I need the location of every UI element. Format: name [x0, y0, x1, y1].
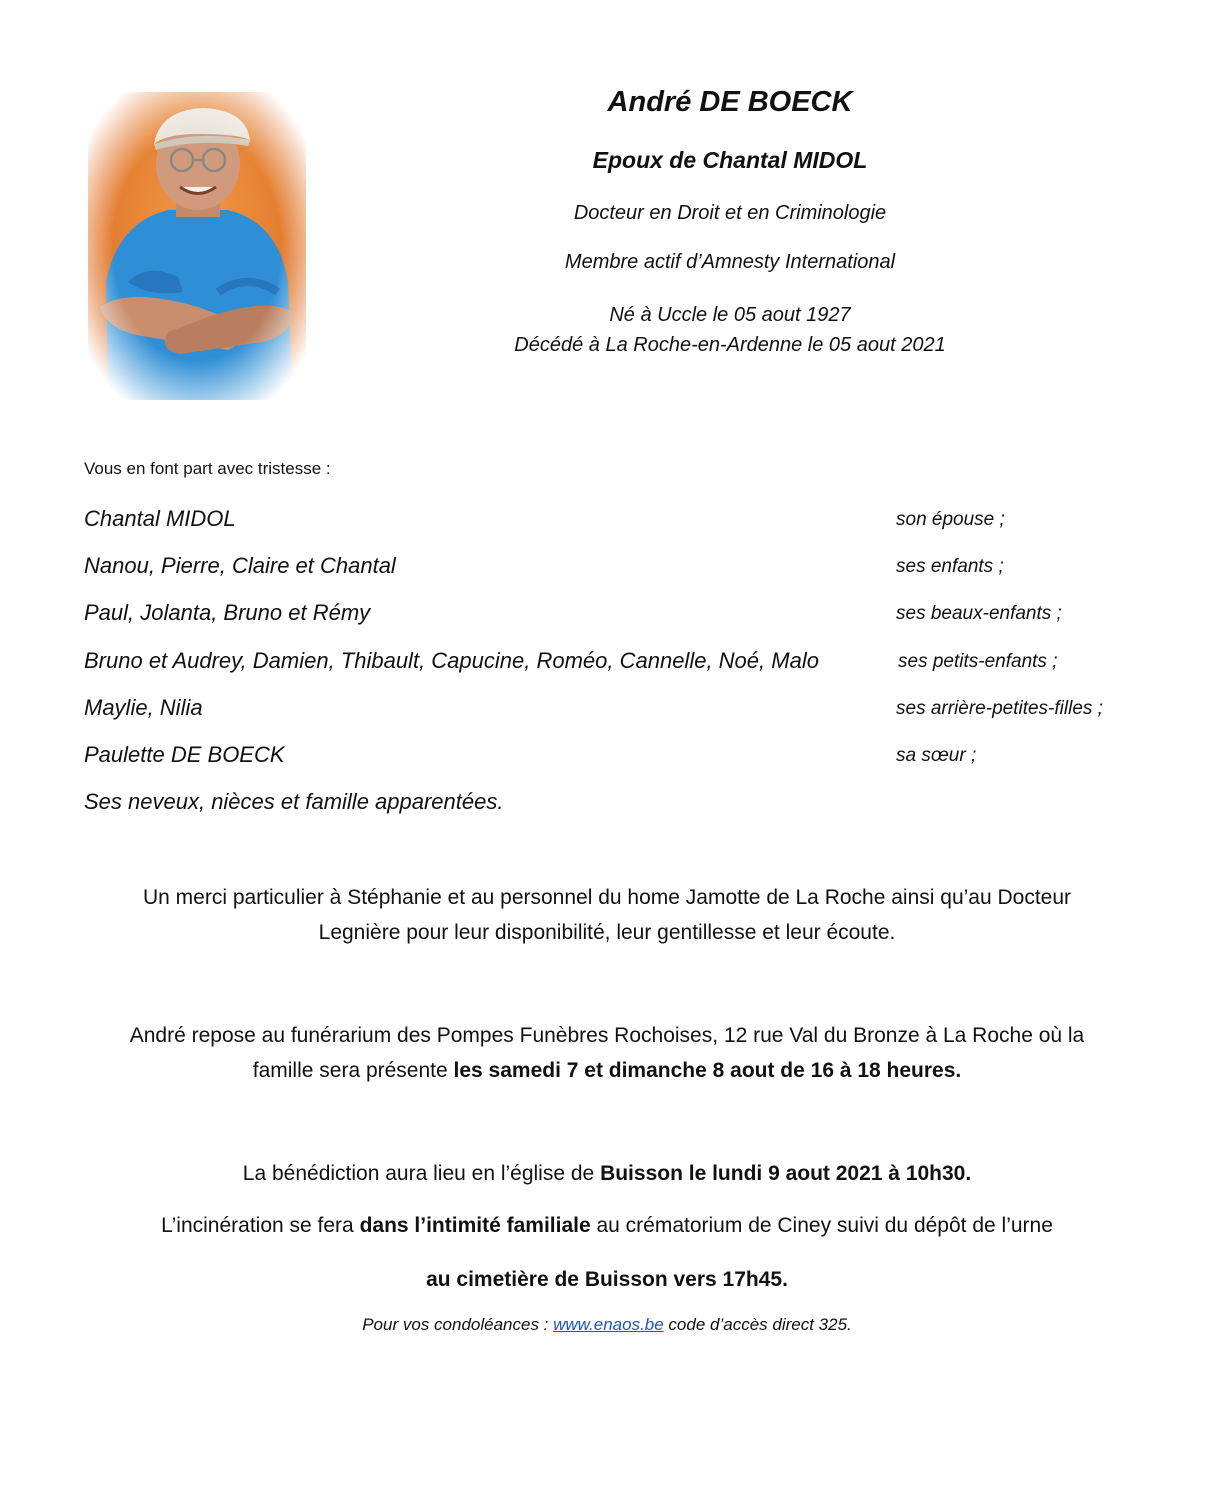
family-names-extended: Ses neveux, nièces et famille apparentées. — [84, 789, 504, 814]
thanks-line-1: Un merci particulier à Stéphanie et au personnel du home Jamotte de La Roche ainsi qu’au Docteur — [142, 886, 1072, 909]
portrait-photo — [88, 92, 306, 400]
death-line: Décédé à La Roche-en-Ardenne le 05 aout 2021 — [514, 334, 946, 356]
viewing-schedule: les samedi 7 et dimanche 8 aout de 16 à 18 heures. — [453, 1059, 962, 1082]
family-relation-sister: sa sœur ; — [896, 745, 977, 766]
intro-text: Vous en font part avec tristesse : — [84, 459, 331, 478]
cremation-text-2: au crématorium de Ciney suivi du dépôt de l’urne — [590, 1214, 1053, 1237]
thanks-paragraph — [60, 880, 1154, 950]
spouse-line: Epoux de Chantal MIDOL — [592, 147, 868, 173]
viewing-line-1: André repose au funérarium des Pompes Funèbres Rochoises, 12 rue Val du Bronze à La Roche où la — [129, 1024, 1085, 1047]
viewing-line-2 — [60, 1053, 1154, 1088]
viewing-paragraph — [60, 1018, 1154, 1088]
thanks-line-2: Legnière pour leur disponibilité, leur gentillesse et leur écoute. — [318, 921, 896, 944]
condolences-prefix: Pour vos condoléances : — [362, 1315, 554, 1334]
family-relation-great-grandchildren: ses arrière-petites-filles ; — [896, 698, 1103, 719]
family-relation-children: ses enfants ; — [896, 556, 1004, 577]
deceased-name: André DE BOECK — [607, 86, 853, 118]
family-relation-stepchildren: ses beaux-enfants ; — [896, 603, 1062, 624]
dates-block — [380, 300, 1080, 360]
family-names-grandchildren: Bruno et Audrey, Damien, Thibault, Capucine, Roméo, Cannelle, Noé, Malo — [84, 648, 819, 673]
family-relation-spouse: son épouse ; — [896, 509, 1005, 530]
family-names-stepchildren: Paul, Jolanta, Bruno et Rémy — [84, 600, 371, 625]
viewing-line-2-text: famille sera présente — [252, 1059, 454, 1082]
family-names-children: Nanou, Pierre, Claire et Chantal — [84, 553, 396, 578]
cremation-private: dans l’intimité familiale — [359, 1214, 591, 1237]
cemetery-line — [60, 1262, 1154, 1297]
family-names-spouse: Chantal MIDOL — [84, 506, 236, 531]
family-names-sister: Paulette DE BOECK — [84, 742, 285, 767]
cremation-text-1: L’incinération se fera — [161, 1214, 360, 1237]
portrait-illustration — [88, 92, 306, 400]
membership-line: Membre actif d’Amnesty International — [564, 251, 896, 273]
blessing-text: La bénédiction aura lieu en l’église de — [242, 1162, 601, 1185]
condolences-link[interactable]: www.enaos.be — [553, 1315, 664, 1334]
condolences-suffix: code d’accès direct 325. — [663, 1315, 852, 1334]
blessing-line — [60, 1156, 1154, 1191]
birth-line: Né à Uccle le 05 aout 1927 — [609, 304, 851, 326]
cremation-line — [60, 1208, 1154, 1243]
cemetery-details: au cimetière de Buisson vers 17h45. — [426, 1268, 788, 1291]
family-relation-grandchildren: ses petits-enfants ; — [898, 651, 1058, 672]
family-names-great-grandchildren: Maylie, Nilia — [84, 695, 203, 720]
degree-line: Docteur en Droit et en Criminologie — [573, 202, 887, 224]
condolences-line — [60, 1315, 1154, 1335]
blessing-details: Buisson le lundi 9 aout 2021 à 10h30. — [600, 1162, 972, 1185]
